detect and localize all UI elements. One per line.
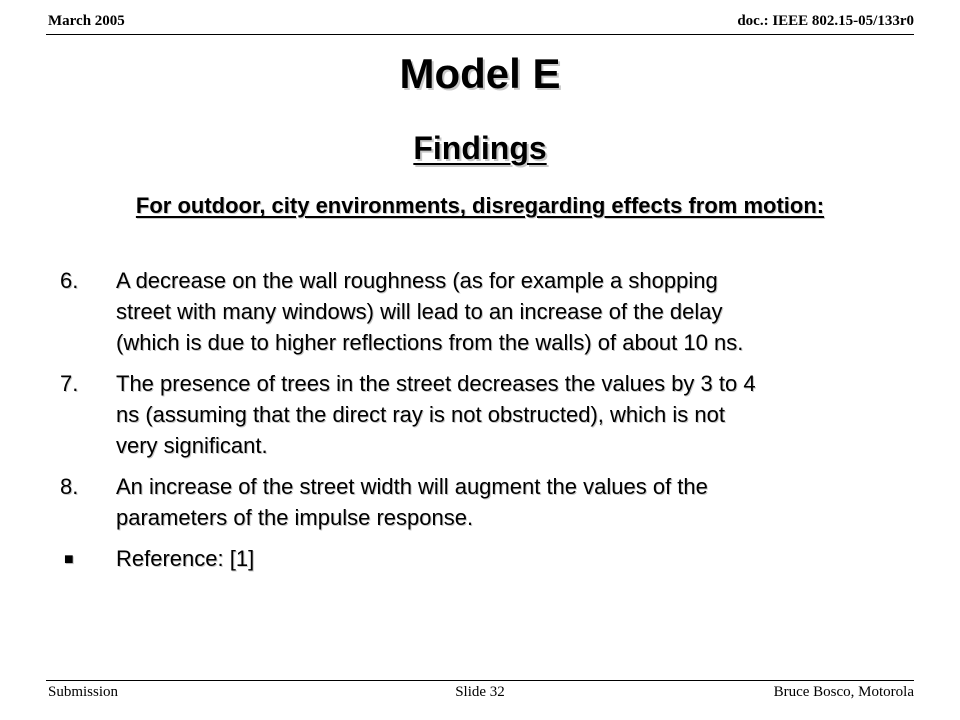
item-line: A decrease on the wall roughness (as for example a shopping xyxy=(116,268,718,293)
subtitle-text: Findings xyxy=(413,130,547,166)
lead-statement xyxy=(0,190,960,222)
item-line: The presence of trees in the street decreases the values by 3 to 4 xyxy=(116,371,756,396)
item-line: very significant. xyxy=(116,433,268,458)
footer-slide-number: Slide 32 xyxy=(455,684,505,700)
footer-divider xyxy=(46,680,914,681)
reference-text: Reference: [1] xyxy=(116,546,255,571)
header-divider xyxy=(46,34,914,35)
item-line: parameters of the impulse response. xyxy=(116,505,474,530)
item-text xyxy=(116,265,900,358)
reference-item xyxy=(60,543,900,575)
footer-author: Bruce Bosco, Motorola xyxy=(773,684,914,700)
item-number: 6. xyxy=(60,268,79,293)
footer-submission: Submission xyxy=(48,684,119,700)
header-date: March 2005 xyxy=(48,13,125,29)
list-item xyxy=(60,471,900,533)
square-bullet-icon: ■ xyxy=(64,551,74,568)
list-item xyxy=(60,368,900,461)
lead-text: For outdoor, city environments, disregarding effects from motion: xyxy=(135,193,825,218)
item-line: (which is due to higher reflections from the walls) of about 10 ns. xyxy=(116,330,744,355)
list-item xyxy=(60,265,900,358)
item-line: An increase of the street width will augment the values of the xyxy=(116,474,708,499)
item-line: ns (assuming that the direct ray is not obstructed), which is not xyxy=(116,402,725,427)
item-line: street with many windows) will lead to an increase of the delay xyxy=(116,299,723,324)
item-text xyxy=(116,368,900,461)
slide-title: Model E xyxy=(399,50,561,97)
item-number: 7. xyxy=(60,371,79,396)
header-doc-id: doc.: IEEE 802.15-05/133r0 xyxy=(737,13,914,29)
slide-subtitle xyxy=(0,126,960,170)
item-text xyxy=(116,471,900,533)
item-number: 8. xyxy=(60,474,79,499)
findings-list xyxy=(60,265,900,585)
